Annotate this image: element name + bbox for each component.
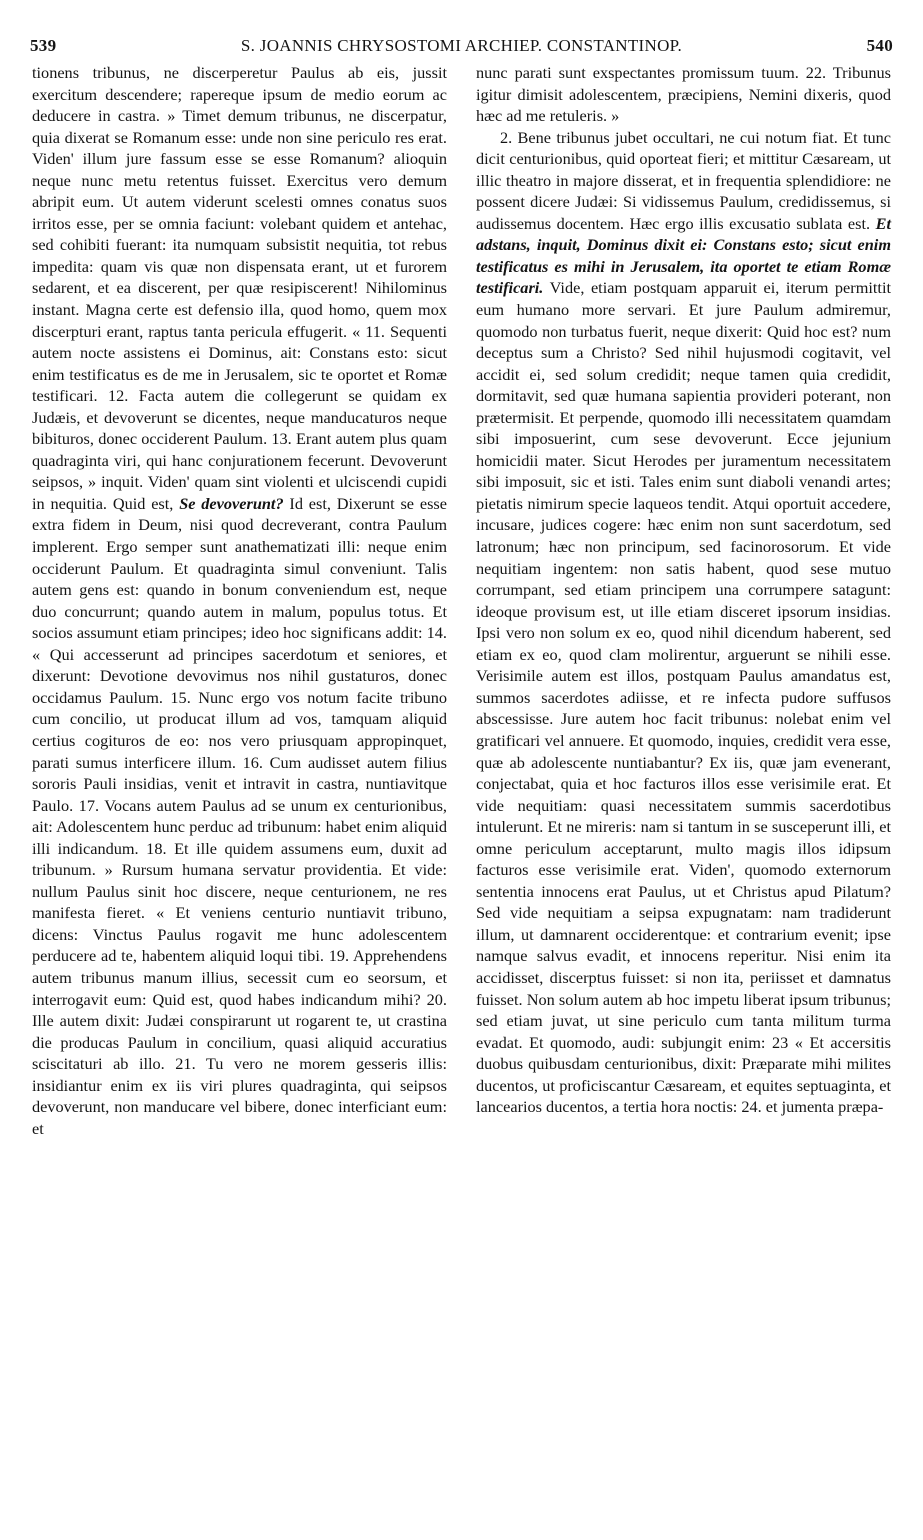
left-italic-quote: Se devoverunt? (179, 493, 284, 513)
left-text-b: Id est, Dixerunt se esse extra fidem in Deum, nisi quod decreverant, contra Paulum implerent. Ergo semper sunt anathematizati illi: neque enim occiderunt Paulum. Et quadraginta simul conveniunt. Talis autem gens est: quando in bonum conveniendum est, neque duo concurrunt; quando autem in malum, populus totus. Et socios assumunt etiam principes; ideo hoc significans addit: 14. « Qui accesserunt ad principes sacerdotum et seniores, et dixerunt: Devotione devovimus nos nihil gustaturos, donec occidamus Paulum. 15. Nunc ergo vos notum facite tribuno cum concilio, ut producat illum ad vos, tamquam aliquid certius cogituros de eo: nos vero priusquam appropinquet, parati sumus interficere illum. 16. Cum audisset autem filius sororis Pauli insidias, venit et intravit in castra, nuntiavitque Paulo. 17. Vocans autem Paulus ad se unum ex centurionibus, ait: Adolescentem hunc perduc ad tribunum: habet enim aliquid illi indicandum. 18. Et ille quidem assumens eum, duxit ad tribunum. » Rursum humana servatur providentia. Et vide: nullum Paulus sinit hoc discere, neque centurionem, ne res manifesta fieret. « Et veniens centurio nuntiavit tribuno, dicens: Vinctus Paulus rogavit me hunc adolescentem perducere ad te, habentem aliquid loqui tibi. 19. Apprehendens autem tribunus manum illius, secessit cum eo seorsum, et interrogavit eum: Quid est, quod habes indicandum mihi? 20. Ille autem dixit: Judæi conspirarunt ut rogarent te, ut crastina die producas Paulum in concilium, quasi aliquid accuratius sciscitaturi ab illo. 21. Tu vero ne morem gesseris illis: insidiantur enim ex iis viri plures quadraginta, qui seipsos devoverunt, non manducare vel bibere, donec interficiant eum: et (32, 493, 447, 1138)
page-number-left: 539 (30, 36, 57, 55)
right-text-a: 2. Bene tribunus jubet occultari, ne cui notum fiat. Et tunc dicit centurionibus, quid oporteat fieri; et mittitur Cæsaream, ut illic theatro in majore disserat, et in frequentia splendidiore: ne possent dicere Judæi: Si vidissemus Paulum, credidissemus, si audissemus docentem. Hæc ergo illis excusatio sublata est. (476, 127, 891, 233)
left-text-a: tionens tribunus, ne discerperetur Paulus ab eis, jussit exercitum descendere; rapereque ipsum de medio eorum ac deducere in castra. » Timet demum tribunus, ne discerpatur, quia dixerat se Romanum esse: unde non sine periculo res erat. Viden' illum jure fassum esse se esse Romanum? alioquin neque nunc metu retentus fuisset. Exercitus vero demum abripit eum. Ut autem viderunt scelesti omnes conatus suos irritos esse, per se omnia faciunt: volebant quidem et antehac, sed cohibiti fuerant: ita numquam subsistit nequitia, tot rebus impedita: quam vis quæ non dispensata erant, ut et furorem sedarent, et ea discerent, per quæ resipiscerent! Nihilominus instant. Magna certe est defensio illa, quod homo, quem mox discerpturi erant, raptus tanta pericula effugerit. « 11. Sequenti autem nocte assistens ei Dominus, ait: Constans esto: sicut enim testificatus es de me in Jerusalem, sic te oportet et Romæ testificari. 12. Facta autem die collegerunt se quidam ex Judæis, et devoverunt se dicentes, neque manducaturos neque bibituros, donec occiderent Paulum. 13. Erant autem plus quam quadraginta viri, qui hanc conjurationem fecerunt. Devoverunt seipsos, » inquit. Viden' quam sint violenti et ulciscendi cupidi in nequitia. Quid est, (32, 63, 447, 513)
right-text-b: Vide, etiam postquam apparuit ei, iterum permittit eum humano more servari. Et jure Paulum admiremur, quomodo non turbatus fuerit, neque dixerit: Quid hoc est? num deceptus sum a Christo? Sed nihil hujusmodi cogitavit, vel accidit ei, sed solum credidit; neque tamen quia credidit, dormitavit, sed quæ humana sapientia provideri poterant, non prætermisit. Et perpende, quomodo illi necessitatem quamdam sibi imposuerint, cum sese devoverunt. Ecce jejunium homicidii mater. Sicut Herodes per juramentum necessitatem sibi imposuit, sic et isti. Tales enim sunt diaboli venandi artes; pietatis nimirum specie laqueos tendit. Atqui oportuit accedere, incusare, judices cogere: hæc enim non sunt sacerdotum, sed latronum; hæc non principum, sed facinorosorum. Et vide nequitiam ingentem: non satis habent, quod sese mutuo corrumpant, sed etiam principem una corrumpere satagunt: ideoque provisum est, ut ille etiam disceret ipsorum insidias. Ipsi vero non solum ex eo, quod nihil dicendum haberent, sed etiam ex eo, quod clam molirentur, arguerunt se nihili esse. Verisimile autem est illos, postquam Paulus amandatus est, summos sacerdotes adiisse, et re infecta pudore suffusos abscessisse. Jure autem hoc facit tribunus: nolebat enim vel gratificari vel annuere. Et quomodo, inquies, credidit vera esse, quæ ab adolescente nuntiabantur? Ex iis, quæ jam evenerant, conjectabat, quia et hoc facturos illos esse verisimile erat. Et vide nequitiam: quasi necessitatem summis sacerdotibus intulerunt. Et ne mireris: nam si tantum in se susceperunt illi, et omne periculum acceptarunt, multo magis illos idipsum facturos esse verisimile erat. Viden', quomodo externorum sententia innocens erat Paulus, ut et Christus apud Pilatum? Sed vide nequitiam a seipsa expugnatam: nam tradiderunt illum, ut damnarent occiderentque: et contrarium evenit; ipse namque salvus evadit, et innocens reperitur. Nisi enim ita accidisset, discerptus fuisset: si non ita, periisset et damnatus fuisset. Non solum autem ab hoc impetu liberat ipsum tribunus; sed etiam juvat, ut sine periculo cum tanta militum turma evadat. Et quomodo, audi: subjungit enim: 23 « Et accersitis duobus quibusdam centurionibus, dixit: Præparate mihi milites ducentos, ut proficiscantur Cæsaream, et equites septuaginta, et lancearios ducentos, a tertia hora noctis: 24. et jumenta præpa- (476, 278, 891, 1117)
page-header (30, 36, 893, 62)
page-number-right: 540 (866, 36, 893, 55)
running-title: S. JOANNIS CHRYSOSTOMI ARCHIEP. CONSTANTINOP. (240, 36, 683, 55)
right-paragraph-1: nunc parati sunt exspectantes promissum tuum. 22. Tribunus igitur dimisit adolescentem, præcipiens, Nemini dixeris, quod hæc ad me retuleris. » (476, 63, 891, 126)
left-column (32, 62, 447, 1522)
right-paragraph-2 (476, 127, 891, 1118)
right-column (476, 62, 891, 1522)
left-paragraph (32, 62, 447, 1139)
right-italic-quote: Et adstans, inquit, Dominus dixit ei: Constans esto; sicut enim testificatus es mihi in Jerusalem, ita oportet te etiam Romæ testificari. (476, 213, 891, 298)
